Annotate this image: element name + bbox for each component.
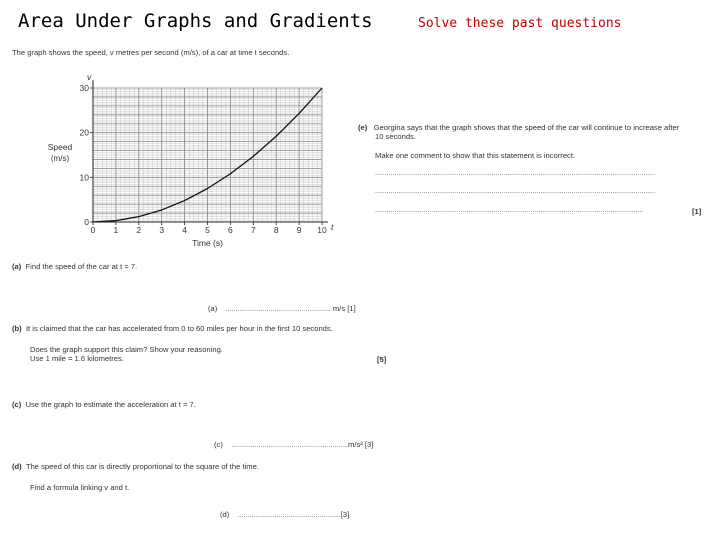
page-subtitle: Solve these past questions xyxy=(418,16,622,31)
x-tick-label: 4 xyxy=(182,225,187,235)
question-d-line2: Find a formula linking v and t. xyxy=(30,483,130,492)
answer-d-label: (d) xyxy=(220,510,230,519)
question-a-text: Find the speed of the car at t = 7. xyxy=(25,262,138,271)
y-axis-label: Speed xyxy=(47,142,73,152)
intro-text: The graph shows the speed, v metres per second (m/s), of a car at time t seconds. xyxy=(12,48,290,57)
question-a-label: (a) xyxy=(12,262,22,271)
question-b-line2: Does the graph support this claim? Show your reasoning. xyxy=(30,345,223,354)
answer-e-line-3[interactable]: .......................................................................................................................................... xyxy=(375,207,644,214)
answer-c-label: (c) xyxy=(214,440,223,449)
question-c-label: (c) xyxy=(12,400,22,409)
y-tick-label: 20 xyxy=(79,127,89,138)
answer-d-line[interactable]: ..................................................... xyxy=(237,512,341,519)
question-b-text: It is claimed that the car has accelerated from 0 to 60 miles per hour in the first 10 seconds. xyxy=(25,324,333,333)
question-e-line3: Make one comment to show that this statement is incorrect. xyxy=(375,151,576,160)
x-axis-label: Time (s) xyxy=(192,238,223,248)
question-b-line3: Use 1 mile = 1.6 kilometres. xyxy=(30,354,124,363)
x-tick-label: 0 xyxy=(90,225,96,235)
answer-e-line-1[interactable]: ................................................................................................................................................ xyxy=(375,170,656,177)
answer-a xyxy=(208,304,356,315)
x-tick-label: 8 xyxy=(273,225,279,235)
x-tick-label: 9 xyxy=(296,225,302,235)
question-e-marks: [1] xyxy=(692,207,702,216)
speed-time-graph xyxy=(0,0,360,260)
answer-c-line[interactable]: ............................................................ xyxy=(231,442,349,449)
x-tick-label: 2 xyxy=(136,225,142,235)
answer-a-unit: m/s [1] xyxy=(332,304,356,313)
question-e-label: (e) xyxy=(358,123,368,132)
question-d-text: The speed of this car is directly proportional to the square of the time. xyxy=(25,462,259,471)
question-e-text: Georgina says that the graph shows that the speed of the car will continue to increase after xyxy=(373,123,680,132)
answer-c-unit: m/s² [3] xyxy=(348,440,374,449)
answer-d xyxy=(220,510,349,521)
question-e-line2: 10 seconds. xyxy=(375,132,416,141)
x-tick-label: 5 xyxy=(205,225,210,235)
x-tick-label: 3 xyxy=(159,225,165,235)
x-tick-label: 1 xyxy=(113,225,119,235)
answer-a-line[interactable]: ...................................................... xyxy=(225,306,331,313)
question-b-label: (b) xyxy=(12,324,22,333)
question-b xyxy=(12,324,333,334)
question-c xyxy=(12,400,196,410)
grid-major xyxy=(93,88,322,222)
answer-d-unit: [3] xyxy=(340,510,350,519)
question-c-text: Use the graph to estimate the acceleration at t = 7. xyxy=(25,400,196,409)
x-variable: t xyxy=(331,222,334,232)
question-d xyxy=(12,462,259,472)
question-a xyxy=(12,262,137,272)
y-tick-label: 0 xyxy=(84,217,89,227)
y-axis-unit: (m/s) xyxy=(50,154,70,163)
y-tick-label: 10 xyxy=(79,172,89,183)
x-tick-label: 10 xyxy=(317,225,327,235)
answer-c xyxy=(214,440,373,451)
answer-a-label: (a) xyxy=(208,304,218,313)
question-b-marks: [5] xyxy=(377,355,387,364)
x-tick-label: 7 xyxy=(250,225,256,235)
y-tick-label: 30 xyxy=(79,83,89,93)
x-tick-label: 6 xyxy=(228,225,233,235)
answer-e-line-2[interactable]: ................................................................................................................................................ xyxy=(375,188,656,195)
page-title: Area Under Graphs and Gradients xyxy=(18,10,373,32)
question-d-label: (d) xyxy=(12,462,22,471)
y-variable: v xyxy=(87,72,92,82)
